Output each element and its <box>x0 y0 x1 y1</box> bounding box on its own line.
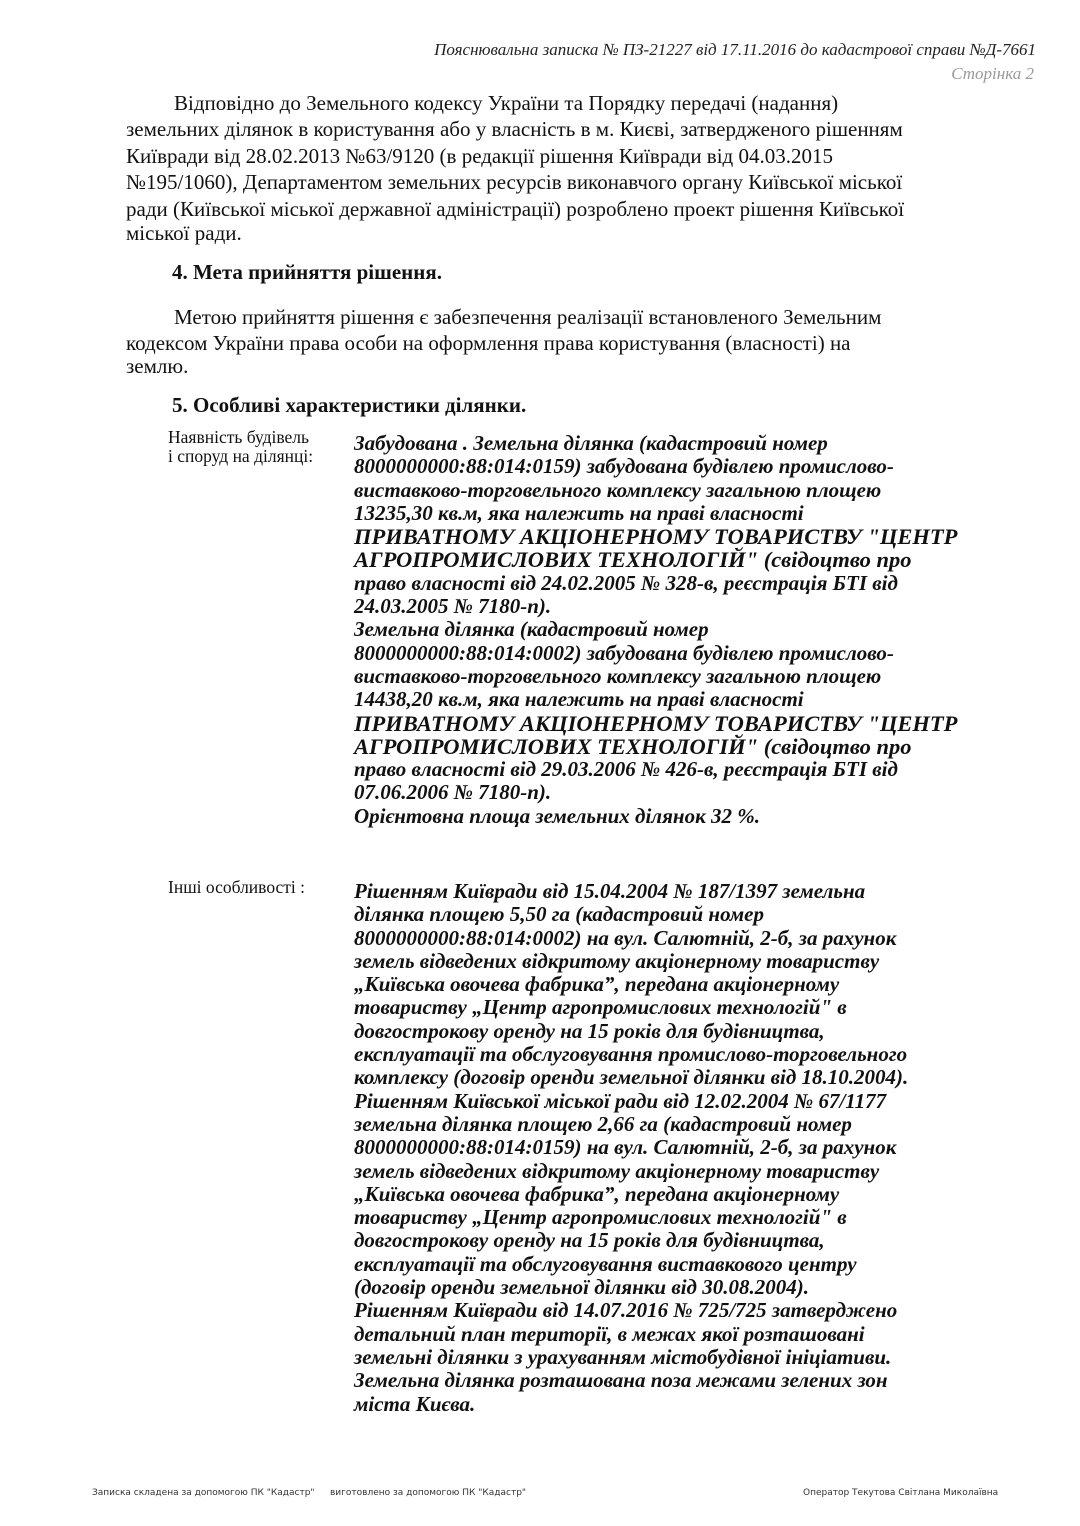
intro-line: №195/1060), Департаментом земельних ресурсів виконавчого органу Київської міської <box>126 170 903 194</box>
other-line: експлуатації та обслуговування промислово-торговельного <box>354 1042 908 1067</box>
buildings-line: право власності від 29.03.2006 № 426-в, реєстрація БТІ від <box>354 757 898 782</box>
other-line: ділянка площею 5,50 га (кадастровий номер <box>354 902 764 927</box>
footer-middle-note: виготовлено за допомогою ПК "Кадастр" <box>330 1488 527 1498</box>
buildings-line: 24.03.2005 № 7180-п). <box>354 594 552 619</box>
buildings-line: право власності від 24.02.2005 № 328-в, реєстрація БТІ від <box>354 570 898 595</box>
buildings-line: Земельна ділянка (кадастровий номер <box>354 617 709 642</box>
buildings-label <box>168 428 348 466</box>
footer-left-note: Записка складена за допомогою ПК "Кадастр" <box>92 1488 315 1498</box>
other-line: товариству „Центр агропромислових технологій" в <box>354 995 847 1020</box>
intro-line: ради (Київської міської державної адміністрації) розроблено проект рішення Київської <box>126 197 905 221</box>
other-line: довгострокову оренду на 15 років для будівництва, <box>354 1228 825 1253</box>
other-line: довгострокову оренду на 15 років для будівництва, <box>354 1018 825 1043</box>
buildings-line: Орієнтовна площа земельних ділянок 32 %. <box>354 803 760 828</box>
buildings-line: виставково-торговельного комплексу загальною площею <box>354 477 882 502</box>
other-line: Земельна ділянка розташована поза межами зелених зон <box>354 1368 888 1393</box>
buildings-line: 07.06.2006 № 7180-п). <box>354 780 552 805</box>
other-features-value <box>354 880 994 1416</box>
buildings-label-line: і споруд на ділянці: <box>168 446 314 466</box>
section-4-line: землю. <box>126 354 189 378</box>
other-line: Рішенням Київської міської ради від 12.02.2004 № 67/1177 <box>354 1088 887 1113</box>
intro-line: Відповідно до Земельного кодексу України та Порядку передачі (надання) <box>174 91 839 115</box>
intro-line: Київради від 28.02.2013 №63/9120 (в редакції рішення Київради від 04.03.2015 <box>126 144 833 168</box>
other-line: земель відведених відкритому акціонерному товариству <box>354 948 880 973</box>
other-line: міста Києва. <box>354 1391 476 1416</box>
section-5-heading: 5. Особливі характеристики ділянки. <box>172 393 527 417</box>
other-line: експлуатації та обслуговування виставкового центру <box>354 1251 857 1276</box>
other-line: комплексу (договір оренди земельної ділянки від 18.10.2004). <box>354 1065 909 1090</box>
other-line: земель відведених відкритому акціонерному товариству <box>354 1158 880 1183</box>
buildings-line: виставково-торговельного комплексу загальною площею <box>354 663 882 688</box>
buildings-line: 8000000000:88:014:0002) забудована будівлею промислово- <box>354 640 894 665</box>
buildings-line: 13235,30 кв.м, яка належить на праві власності <box>354 500 804 525</box>
other-line: 8000000000:88:014:0159) на вул. Салютній, 2-б, за рахунок <box>354 1135 897 1160</box>
other-line: „Київська овочева фабрика”, передана акціонерному <box>354 972 840 997</box>
buildings-line: АГРОПРОМИСЛОВИХ ТЕХНОЛОГІЙ" (свідоцтво про <box>354 547 912 573</box>
buildings-line: 14438,20 кв.м, яка належить на праві власності <box>354 687 804 712</box>
other-line: (договір оренди земельної ділянки від 30.08.2004). <box>354 1275 809 1300</box>
buildings-label-line: Наявність будівель <box>168 427 310 447</box>
buildings-line: ПРИВАТНОМУ АКЦІОНЕРНОМУ ТОВАРИСТВУ "ЦЕНТР <box>354 710 958 736</box>
other-line: Рішенням Київради від 15.04.2004 № 187/1397 земельна <box>354 879 866 903</box>
other-line: земельна ділянка площею 2,66 га (кадастровий номер <box>354 1111 852 1136</box>
other-line: 8000000000:88:014:0002) на вул. Салютній, 2-б, за рахунок <box>354 925 897 950</box>
buildings-value <box>354 432 994 828</box>
intro-line: земельних ділянок в користування або у власність в м. Києві, затвердженого рішенням <box>126 117 903 141</box>
buildings-line: Забудована . Земельна ділянка (кадастровий номер <box>354 431 828 455</box>
page-number-label: Сторінка 2 <box>951 64 1034 83</box>
other-line: товариству „Центр агропромислових технологій" в <box>354 1205 847 1230</box>
other-line: земельні ділянки з урахуванням містобудівної ініціативи. <box>354 1344 892 1369</box>
section-4-heading: 4. Мета прийняття рішення. <box>172 260 442 284</box>
buildings-line: 8000000000:88:014:0159) забудована будівлею промислово- <box>354 454 894 479</box>
document-reference-header: Пояснювальна записка № ПЗ-21227 від 17.11.2016 до кадастрової справи №Д-7661 <box>434 40 1036 59</box>
footer-operator-note: Оператор Текутова Світлана Миколаївна <box>803 1488 999 1498</box>
other-line: детальний план території, в межах якої розташовані <box>354 1321 865 1346</box>
other-features-label: Інші особливості : <box>168 877 306 897</box>
other-line: Рішенням Київради від 14.07.2016 № 725/725 затверджено <box>354 1298 898 1323</box>
section-4-line: кодексом України права особи на оформлення права користування (власності) на <box>126 331 851 355</box>
other-line: „Київська овочева фабрика”, передана акціонерному <box>354 1181 840 1206</box>
buildings-line: ПРИВАТНОМУ АКЦІОНЕРНОМУ ТОВАРИСТВУ "ЦЕНТР <box>354 524 958 550</box>
buildings-line: АГРОПРОМИСЛОВИХ ТЕХНОЛОГІЙ" (свідоцтво про <box>354 733 912 759</box>
intro-line: міської ради. <box>126 221 242 245</box>
section-4-line: Метою прийняття рішення є забезпечення реалізації встановленого Земельним <box>174 305 882 329</box>
